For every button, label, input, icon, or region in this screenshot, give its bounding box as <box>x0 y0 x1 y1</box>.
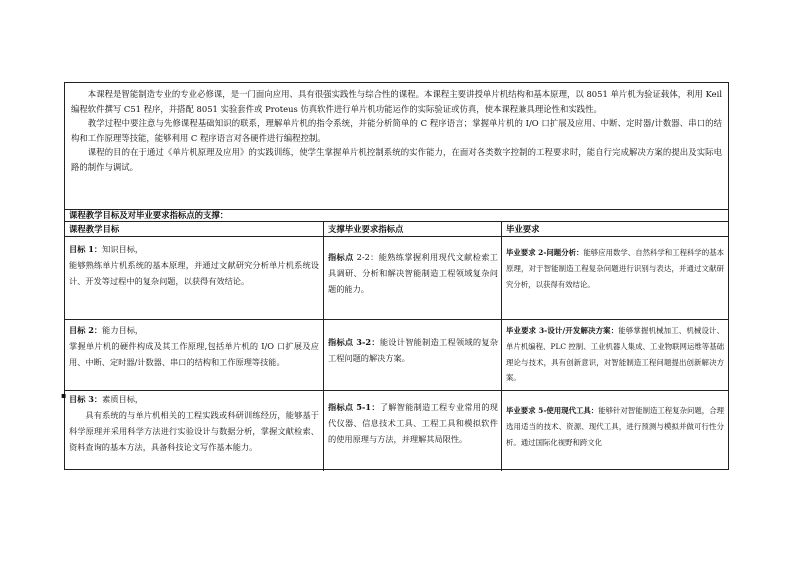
indicator-number: 3-2： <box>356 337 380 347</box>
column-header-goal: 课程教学目标 <box>69 224 120 234</box>
goal-text: 掌握单片机的硬件构成及其工作原理,包括单片机的 I/O 口扩展及应用、中断、定时器/计数器、串口的结构和工作原理等技能。 <box>69 341 319 367</box>
table-row-1-goal <box>69 241 319 317</box>
divider-line <box>65 221 728 222</box>
goal-text: 具有系统的与单片机相关的工程实践或科研训练经历，能够基于科学原理并采用科学方法进行实验设计与数据分析，掌握文献检索、资料查询的基本方法，具备科技论文写作基本能力。 <box>69 410 319 452</box>
goal-label: 目标 3： <box>69 394 103 404</box>
column-divider <box>323 221 324 471</box>
indicator-text: 了解智能制造工程专业常用的现代仪器、信息技术工具、工程工具和模拟软件的使用原理与方法，并理解其局限性。 <box>328 402 498 444</box>
requirement-text: 能够应用数学、自然科学和工程科学的基本原理，对于智能制造工程复杂问题进行识别与表达，并通过文献研究分析，以获得有效结论。 <box>506 248 724 289</box>
indicator-label: 指标点 <box>328 337 354 347</box>
goal-text: 能够熟练单片机系统的基本原理，并通过文献研究分析单片机系统设计、开发等过程中的复杂问题，以获得有效结论。 <box>69 260 319 286</box>
course-table-frame <box>61 82 729 470</box>
requirement-label: 毕业要求 5-使用现代工具： <box>506 406 599 415</box>
table-row-3-requirement <box>506 403 724 469</box>
table-row-2-indicator <box>328 334 498 388</box>
table-row-1-indicator <box>328 249 498 317</box>
goal-label: 目标 1： <box>69 244 103 254</box>
indicator-label: 指标点 <box>328 402 354 412</box>
goal-type: 能力目标， <box>102 325 144 335</box>
indicator-number: 5-1： <box>356 402 380 412</box>
column-header-requirement: 毕业要求 <box>506 224 540 234</box>
intro-paragraph-2: 教学过程中要注意与先修课程基础知识的联系，理解单片机的指令系统，并能分析简单的 C 程序语言；掌握单片机的 I/O 口扩展及应用、中断、定时器/计数器、串口的结构和工作原理等技能，能够利用 C 程序语言对各硬件进行编程控制。 <box>71 118 722 143</box>
indicator-text: 能熟练掌握利用现代文献检索工具调研、分析和解决智能制造工程领域复杂问题的能力。 <box>328 252 498 294</box>
table-row-1-requirement <box>506 245 724 317</box>
table-row-3-indicator <box>328 399 498 469</box>
intro-paragraph-1: 本课程是智能制造专业的专业必修课，是一门面向应用、具有很强实践性与综合性的课程。本课程主要讲授单片机结构和基本原理，以 8051 单片机为验证载体，利用 Keil 编程软件撰写 C51 程序，并搭配 8051 实验套件或 Proteus 仿真软件进行单片机功能运作的实际验证或仿真，使本课程兼具理论性和实践性。 <box>71 89 722 114</box>
indicator-label: 指标点 <box>328 252 354 262</box>
table-row-2-requirement <box>506 323 724 389</box>
requirement-text: 能够掌握机械加工、机械设计、单片机编程、PLC 控制、工业机器人集成、工业物联网运维等基础理论与技术，具有创新意识，对智能制造工程问题提出创新解决方案。 <box>506 326 724 383</box>
table-row-3-goal <box>69 391 319 469</box>
indicator-number: 2-2： <box>356 252 379 262</box>
column-divider <box>501 221 502 471</box>
requirement-label: 毕业要求 2-问题分析： <box>506 248 584 257</box>
requirement-label: 毕业要求 3-设计/开发解决方案： <box>506 326 619 335</box>
column-header-indicator: 支撑毕业要求指标点 <box>328 224 404 234</box>
indicator-text: 能设计智能制造工程领域的复杂工程问题的解决方案。 <box>328 337 498 363</box>
table-row-2-goal <box>69 322 319 390</box>
divider-line <box>65 236 728 237</box>
course-introduction <box>65 83 728 209</box>
goal-label: 目标 2： <box>69 325 103 335</box>
section-title: 课程教学目标及对毕业要求指标点的支撑： <box>69 210 229 220</box>
intro-paragraph-3: 课程的目的在于通过《单片机原理及应用》的实践训练，使学生掌握单片机控制系统的实作能力，在面对各类数字控制的工程要求时，能自行完成解决方案的提出及实际电路的制作与调试。 <box>71 147 722 172</box>
goal-type: 素质目标， <box>102 394 144 404</box>
goal-type: 知识目标， <box>102 244 144 254</box>
requirement-text: 能够针对智能制造工程复杂问题，合理选用适当的技术、资源、现代工具，进行预测与模拟并做可行性分析。通过国际化视野和跨文化 <box>506 406 724 447</box>
row-marker: ▪ <box>61 391 67 400</box>
divider-line <box>65 319 728 320</box>
